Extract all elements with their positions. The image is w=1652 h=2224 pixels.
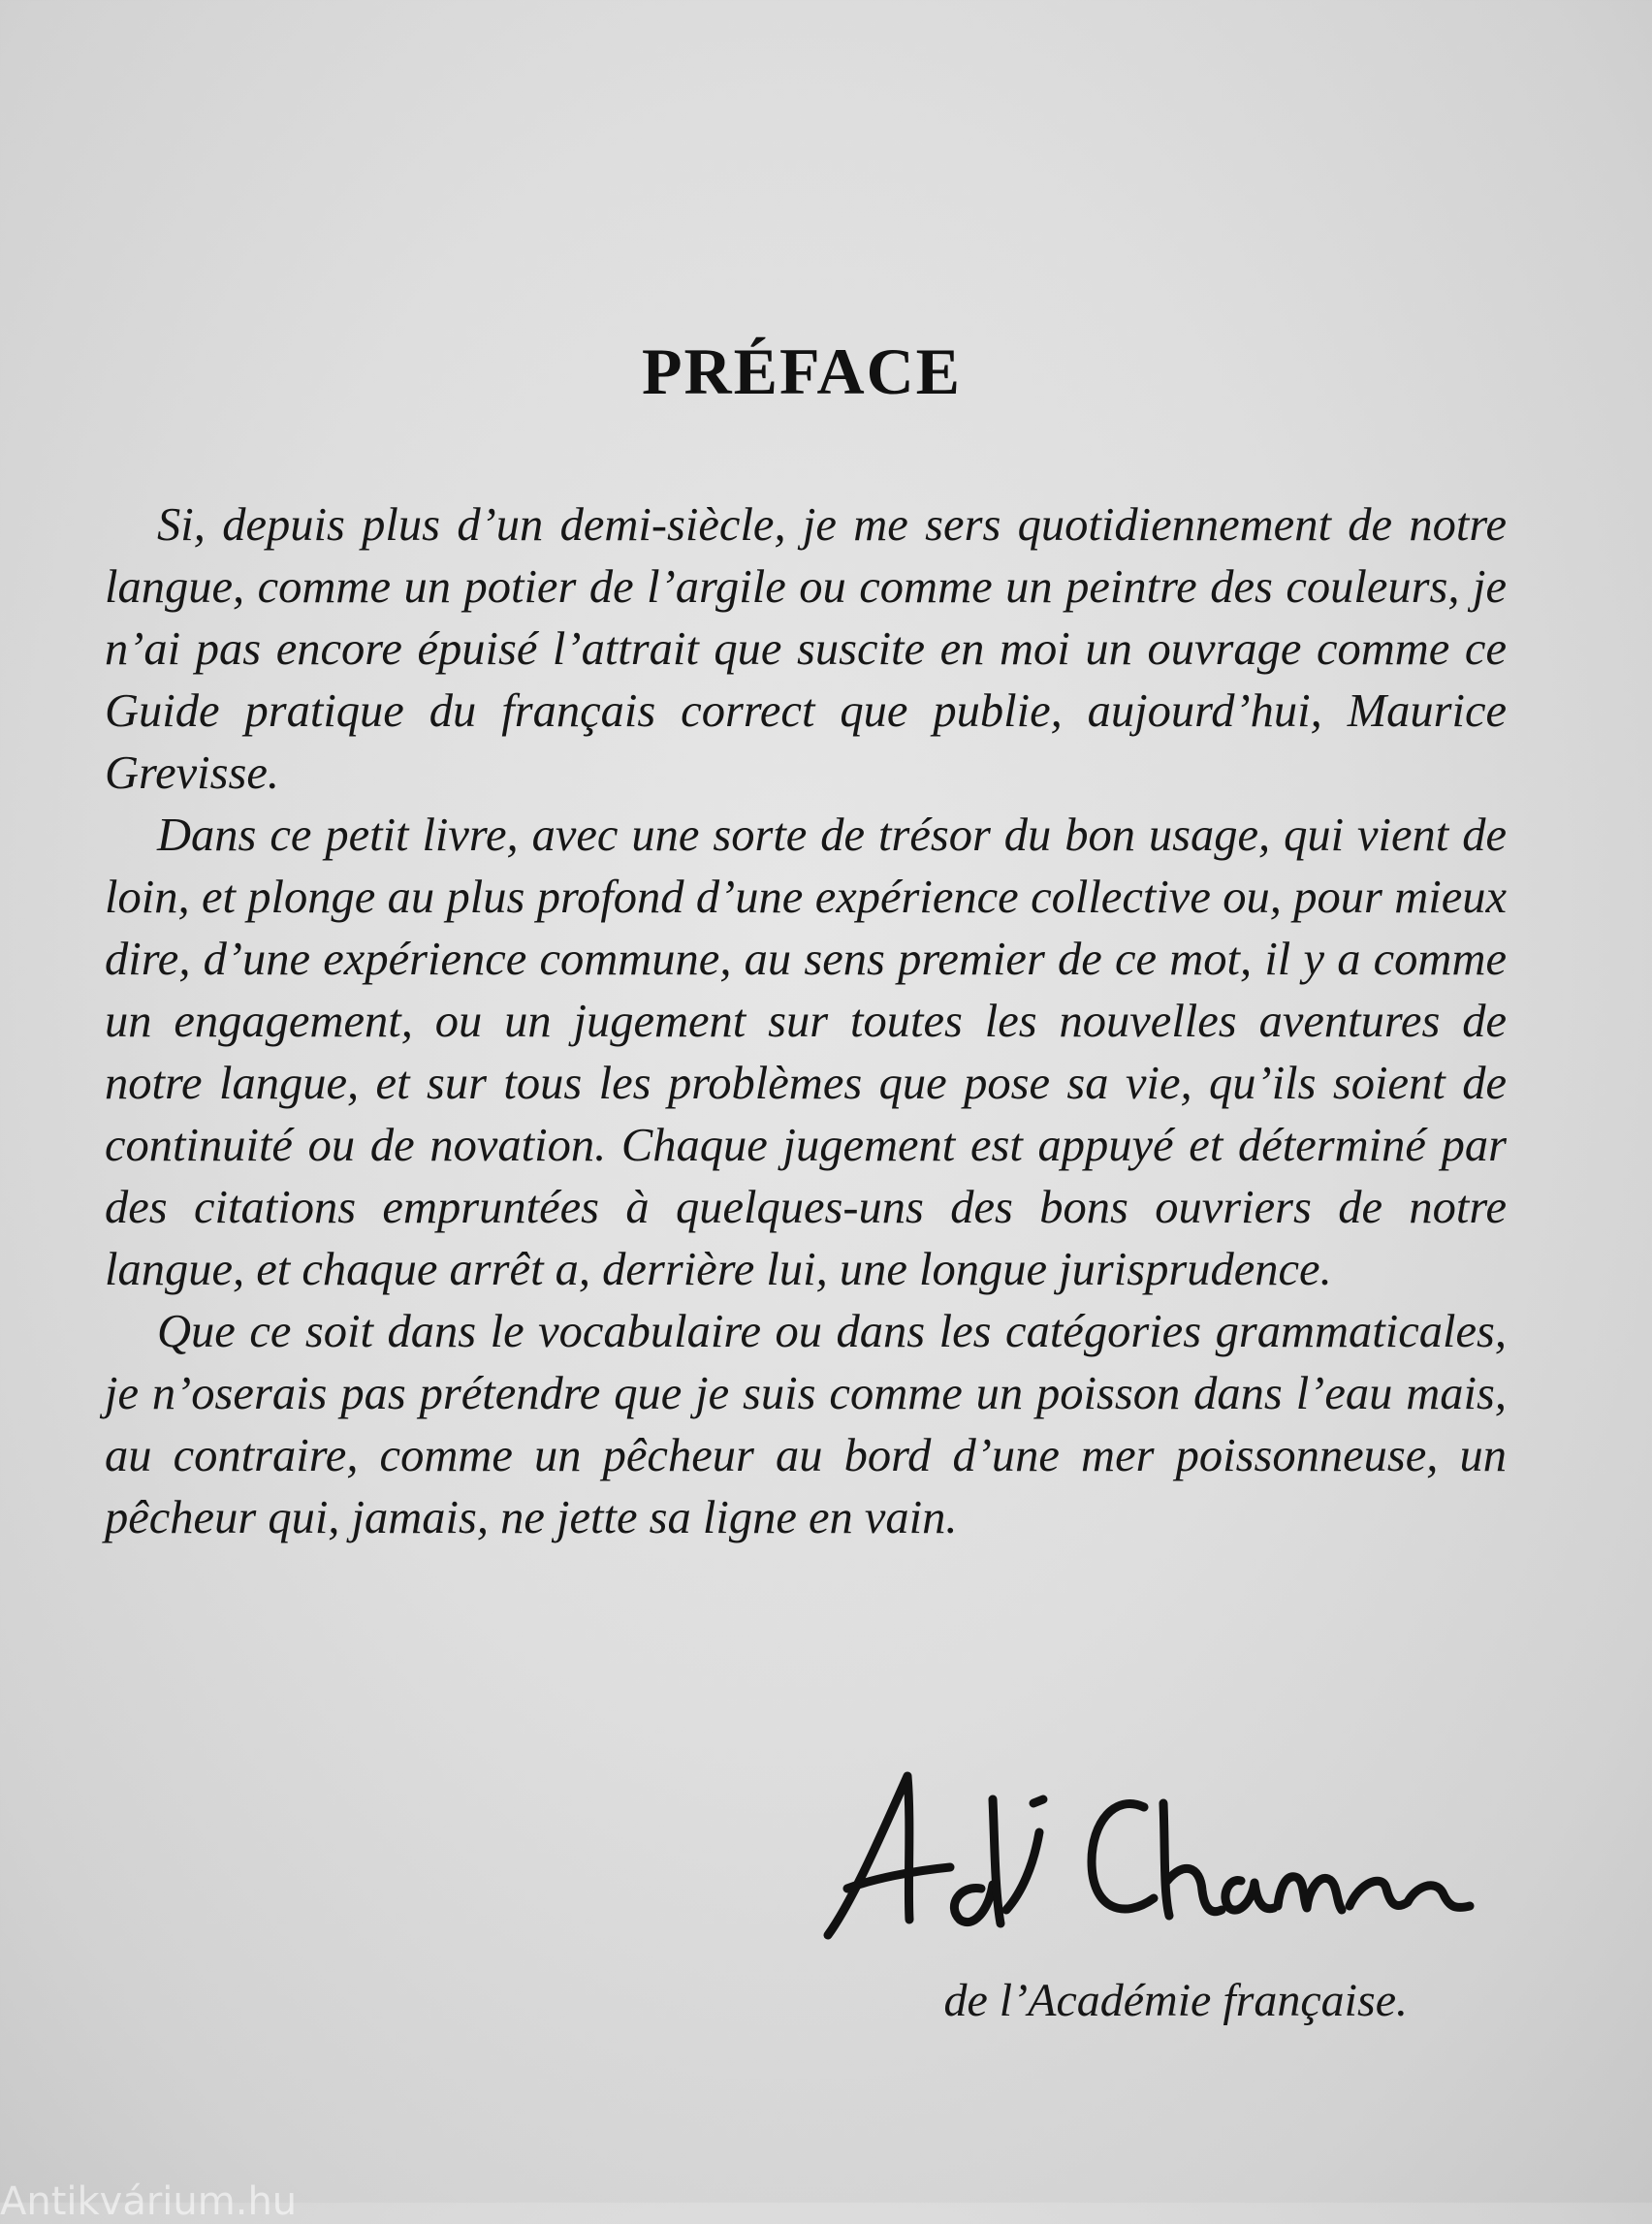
paragraph-3: Que ce soit dans le vocabulaire ou dans les catégories grammaticales, je n’oserais pas prétendre que je suis comme un poisson dans l’eau mais, au contraire, comme un pêcheur au bord d’une mer poissonneuse, un pêcheur qui, jamais, ne jette sa ligne en vain. [105, 1306, 1507, 1543]
page-title: PRÉFACE [641, 334, 963, 408]
handwritten-signature [814, 1764, 1493, 1949]
paragraph-2: Dans ce petit livre, avec une sorte de trésor du bon usage, qui vient de loin, et plonge au plus profond d’une expérience collective ou, pour mieux dire, d’une expérience commune, au sens premier de ce mot, il y a comme un engagement, ou un jugement sur toutes les nouvelles aventures de notre langue, et sur tous les problèmes que pose sa vie, qu’ils soient de continuité ou de novation. Chaque jugement est appuyé et déterminé par des citations empruntées à quelques-uns des bons ouvriers de notre langue, et chaque arrêt a, derrière lui, une longue jurisprudence. [105, 810, 1507, 1295]
watermark: Antikvárium.hu [0, 2179, 298, 2224]
author-affiliation: de l’Académie française. [943, 1975, 1408, 2026]
preface-body [105, 494, 1507, 1549]
paragraph-1: Si, depuis plus d’un demi-siècle, je me sers quotidiennement de notre langue, comme un potier de l’argile ou comme un peintre des couleurs, je n’ai pas encore épuisé l’attrait que suscite en moi un ouvrage comme ce Guide pratique du français correct que publie, aujourd’hui, Maurice Grevisse. [105, 499, 1507, 799]
